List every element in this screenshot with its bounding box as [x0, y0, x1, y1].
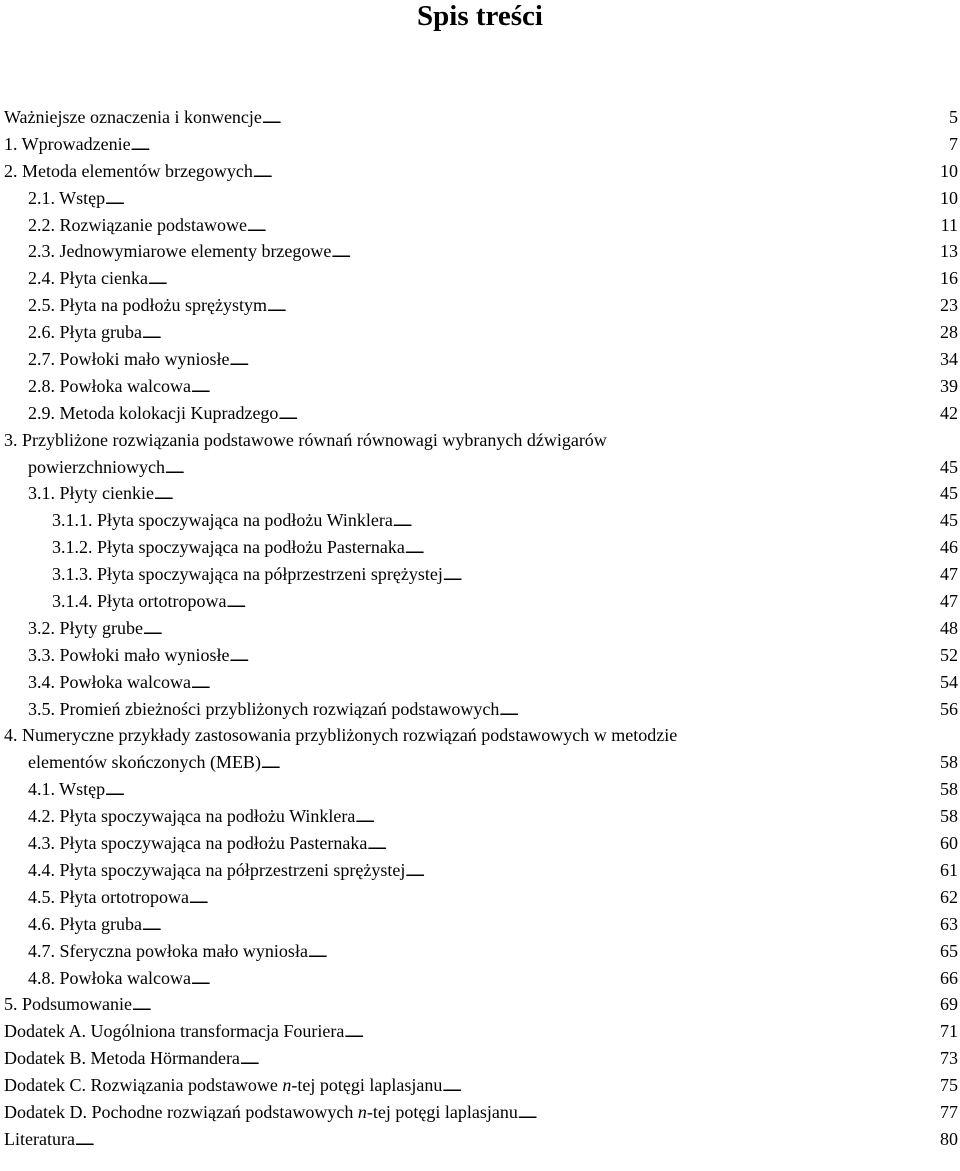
- toc-page-number: 39: [940, 375, 958, 396]
- toc-entry-leader: [4, 991, 885, 1018]
- toc-entry-leader: [28, 884, 885, 911]
- toc-entry[interactable]: [0, 642, 960, 669]
- toc-entry-label: Dodatek A. Uogólniona transformacja Fouriera: [4, 1021, 345, 1042]
- toc-entry-leader: [52, 561, 885, 588]
- toc-entry-leader: [28, 292, 885, 319]
- toc-entry-label: 3. Przybliżone rozwiązania podstawowe równań równowagi wybranych dźwigarów: [4, 429, 607, 450]
- toc-page-number: 63: [940, 913, 958, 934]
- toc-entry-leader: [28, 454, 885, 481]
- toc-entry-leader: [28, 185, 885, 212]
- toc-entry-label: 3.1. Płyty cienkie: [28, 483, 154, 504]
- toc-page-number: 58: [940, 806, 958, 827]
- toc-entry[interactable]: [0, 884, 960, 911]
- toc-page-number: 45: [940, 510, 958, 531]
- toc-entry-label: 4.8. Powłoka walcowa: [28, 967, 191, 988]
- toc-page-number: 80: [940, 1128, 958, 1149]
- toc-entry-leader: [4, 1126, 885, 1153]
- toc-page-number: 10: [940, 187, 958, 208]
- toc-page-number: 23: [940, 295, 958, 316]
- toc-page-number: 56: [940, 698, 958, 719]
- toc-page-number: 34: [940, 349, 958, 370]
- toc-page-number: 47: [940, 564, 958, 585]
- toc-entry-label: 2.9. Metoda kolokacji Kupradzego: [28, 402, 279, 423]
- toc-entry-label: Dodatek B. Metoda Hörmandera: [4, 1048, 240, 1069]
- toc-entry-label: elementów skończonych (MEB): [28, 752, 261, 773]
- table-of-contents: [0, 104, 960, 1153]
- toc-page-number: 28: [940, 322, 958, 343]
- toc-entry-leader: [28, 642, 885, 669]
- toc-entry[interactable]: [0, 131, 960, 158]
- toc-entry-leader: [52, 588, 885, 615]
- toc-entry-label: 3.4. Powłoka walcowa: [28, 671, 191, 692]
- toc-entry-leader: [28, 749, 885, 776]
- toc-entry-leader: [28, 212, 885, 239]
- toc-entry-leader: [28, 400, 885, 427]
- toc-entry[interactable]: [0, 696, 960, 723]
- toc-entry-leader: [28, 265, 885, 292]
- toc-entry[interactable]: [0, 454, 960, 481]
- toc-entry-label: Literatura: [4, 1128, 75, 1149]
- toc-entry-leader: [4, 1045, 885, 1072]
- toc-entry-leader: [4, 158, 885, 185]
- toc-entry-label: powierzchniowych: [28, 456, 165, 477]
- toc-entry-label: Dodatek D. Pochodne rozwiązań podstawowych n-tej potęgi laplasjanu: [4, 1101, 518, 1122]
- toc-entry-label: 3.3. Powłoki mało wyniosłe: [28, 644, 230, 665]
- toc-page-number: 52: [940, 644, 958, 665]
- toc-entry-label: 4.1. Wstęp: [28, 779, 106, 800]
- toc-entry[interactable]: [0, 185, 960, 212]
- toc-entry[interactable]: [0, 1126, 960, 1153]
- toc-entry-label: 3.5. Promień zbieżności przybliżonych rozwiązań podstawowych: [28, 698, 500, 719]
- toc-page-number: 58: [940, 779, 958, 800]
- toc-entry-leader: [28, 803, 885, 830]
- toc-entry-leader: [28, 696, 885, 723]
- toc-page-number: 47: [940, 591, 958, 612]
- toc-entry-label: 4.6. Płyta gruba: [28, 913, 142, 934]
- toc-entry-leader: [28, 965, 885, 992]
- toc-entry-label: 3.1.4. Płyta ortotropowa: [52, 591, 227, 612]
- toc-entry[interactable]: [0, 346, 960, 373]
- toc-entry-label: 2.6. Płyta gruba: [28, 322, 142, 343]
- toc-page-number: 5: [949, 107, 958, 127]
- toc-entry-leader: [28, 373, 885, 400]
- toc-page-number: 69: [940, 994, 958, 1015]
- toc-entry-label: 4.4. Płyta spoczywająca na półprzestrzeni sprężystej: [28, 859, 406, 880]
- toc-entry-label: 4.2. Płyta spoczywająca na podłożu Winklera: [28, 806, 356, 827]
- toc-page-number: 73: [940, 1048, 958, 1069]
- toc-entry-label: 1. Wprowadzenie: [4, 133, 131, 154]
- toc-page-number: 61: [940, 859, 958, 880]
- toc-entry-label: 2.1. Wstęp: [28, 187, 106, 208]
- toc-entry-leader: [4, 104, 885, 131]
- toc-entry[interactable]: [0, 965, 960, 992]
- toc-entry[interactable]: [0, 561, 960, 588]
- toc-page-number: 11: [940, 214, 958, 235]
- toc-entry-leader: [28, 830, 885, 857]
- toc-entry[interactable]: [0, 158, 960, 185]
- toc-entry-leader: [52, 507, 885, 534]
- toc-entry-label: 2.5. Płyta na podłożu sprężystym: [28, 295, 267, 316]
- toc-page-number: 62: [940, 886, 958, 907]
- toc-entry-leader: [4, 1099, 885, 1126]
- toc-entry-label: Dodatek C. Rozwiązania podstawowe n-tej potęgi laplasjanu: [4, 1075, 443, 1096]
- toc-entry-label: 2.3. Jednowymiarowe elementy brzegowe: [28, 241, 332, 262]
- toc-entry[interactable]: [0, 830, 960, 857]
- toc-entry[interactable]: [0, 911, 960, 938]
- toc-entry-label: 4.5. Płyta ortotropowa: [28, 886, 189, 907]
- toc-entry-label: 3.1.2. Płyta spoczywająca na podłożu Pasternaka: [52, 537, 405, 558]
- toc-entry-label: 4.7. Sferyczna powłoka mało wyniosła: [28, 940, 308, 961]
- toc-page-number: 45: [940, 456, 958, 477]
- toc-entry[interactable]: [0, 319, 960, 346]
- toc-entry-label: 4. Numeryczne przykłady zastosowania przybliżonych rozwiązań podstawowych w metodzie: [4, 725, 678, 746]
- toc-entry-label: 4.3. Płyta spoczywająca na podłożu Pasternaka: [28, 833, 368, 854]
- toc-entry-label: 2.2. Rozwiązanie podstawowe: [28, 214, 247, 235]
- toc-entry[interactable]: [0, 1099, 960, 1126]
- toc-page-number: 48: [940, 617, 958, 638]
- toc-entry-label: 2. Metoda elementów brzegowych: [4, 160, 253, 181]
- toc-page-number: 66: [940, 967, 958, 988]
- toc-entry-label: 3.2. Płyty grube: [28, 617, 143, 638]
- toc-entry[interactable]: [0, 480, 960, 507]
- toc-entry-label: 2.8. Powłoka walcowa: [28, 375, 191, 396]
- toc-page-number: 42: [940, 402, 958, 423]
- toc-entry[interactable]: [0, 803, 960, 830]
- toc-page-number: 65: [940, 940, 958, 961]
- toc-entry[interactable]: [0, 749, 960, 776]
- toc-entry-leader: [52, 534, 885, 561]
- toc-entry[interactable]: [0, 1045, 960, 1072]
- toc-entry-leader: [28, 938, 885, 965]
- toc-entry-label: 2.4. Płyta cienka: [28, 268, 148, 289]
- toc-page-number: 45: [940, 483, 958, 504]
- toc-entry[interactable]: [0, 1072, 960, 1099]
- toc-entry[interactable]: [0, 238, 960, 265]
- toc-entry[interactable]: [0, 776, 960, 803]
- toc-page-number: 46: [940, 537, 958, 558]
- toc-entry[interactable]: [0, 615, 960, 642]
- toc-entry-leader: [28, 776, 885, 803]
- toc-entry-leader: [28, 480, 885, 507]
- toc-entry[interactable]: [0, 534, 960, 561]
- toc-page-number: 13: [940, 241, 958, 262]
- toc-entry[interactable]: [0, 292, 960, 319]
- toc-entry[interactable]: [0, 373, 960, 400]
- toc-entry[interactable]: [0, 588, 960, 615]
- toc-entry-leader: [28, 238, 885, 265]
- toc-page-number: 7: [949, 133, 958, 154]
- toc-page-number: 58: [940, 752, 958, 773]
- toc-entry[interactable]: [0, 669, 960, 696]
- toc-entry-leader: [28, 346, 885, 373]
- toc-page-number: 71: [940, 1021, 958, 1042]
- toc-page-number: 16: [940, 268, 958, 289]
- toc-page-number: 60: [940, 833, 958, 854]
- toc-entry[interactable]: [0, 938, 960, 965]
- toc-entry-leader: [28, 911, 885, 938]
- toc-entry-label: 3.1.3. Płyta spoczywająca na półprzestrzeni sprężystej: [52, 564, 443, 585]
- toc-entry-label: 2.7. Powłoki mało wyniosłe: [28, 349, 230, 370]
- toc-entry[interactable]: [0, 857, 960, 884]
- toc-heading-line: [0, 427, 960, 454]
- toc-entry-leader: [28, 319, 885, 346]
- toc-entry-leader: [28, 857, 885, 884]
- toc-entry-label: Ważniejsze oznaczenia i konwencje: [4, 107, 262, 127]
- toc-entry[interactable]: [0, 991, 960, 1018]
- toc-heading-line: [0, 722, 960, 749]
- toc-entry-leader: [4, 1018, 885, 1045]
- toc-page-number: 54: [940, 671, 958, 692]
- toc-entry[interactable]: [0, 400, 960, 427]
- toc-entry[interactable]: [0, 1018, 960, 1045]
- toc-entry[interactable]: [0, 265, 960, 292]
- toc-entry-label: 3.1.1. Płyta spoczywająca na podłożu Winklera: [52, 510, 393, 531]
- toc-entry-leader: [4, 1072, 885, 1099]
- toc-page-number: 77: [940, 1101, 958, 1122]
- toc-page-number: 75: [940, 1075, 958, 1096]
- page-title: Spis treści: [417, 0, 543, 32]
- toc-entry[interactable]: [0, 104, 960, 131]
- toc-entry[interactable]: [0, 212, 960, 239]
- toc-entry-leader: [28, 615, 885, 642]
- toc-entry-label: 5. Podsumowanie: [4, 994, 132, 1015]
- toc-entry[interactable]: [0, 507, 960, 534]
- toc-page-number: 10: [940, 160, 958, 181]
- toc-entry-leader: [4, 131, 885, 158]
- toc-entry-leader: [28, 669, 885, 696]
